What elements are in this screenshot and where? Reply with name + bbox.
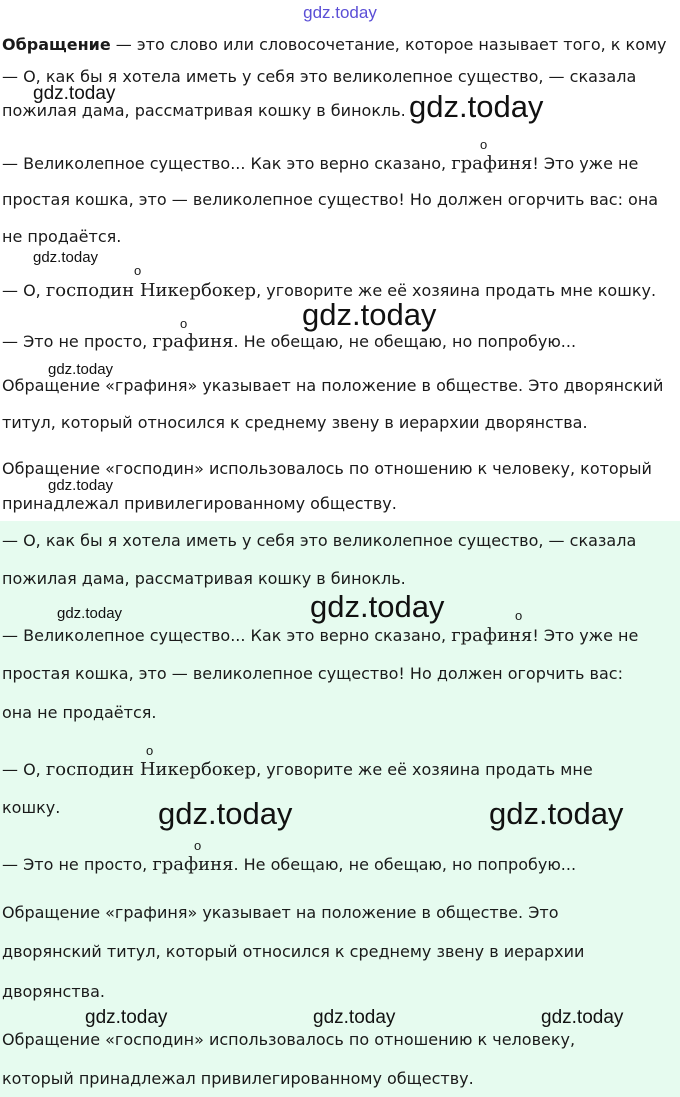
question-line: — Это не просто, графиня. Не обещаю, не обещаю, но попробую... (2, 331, 577, 352)
answer-line: кошку. (2, 798, 61, 817)
address-phrase: господин Никербокер (45, 280, 257, 301)
definition-line (2, 35, 667, 55)
address-word: графиня (451, 625, 533, 646)
answer-line: — Великолепное существо... Как это верно сказано, графиня! Это уже не (2, 625, 639, 646)
address-word: графиня (152, 854, 234, 875)
site-logo[interactable]: gdz.today (303, 3, 377, 22)
watermark: gdz.today (409, 89, 544, 124)
watermark: gdz.today (33, 249, 99, 266)
watermark: gdz.today (57, 605, 123, 622)
definition-text: — это слово или словосочетание, которое называет того, к кому (110, 35, 667, 54)
stress-mark: o (480, 137, 488, 152)
watermark: gdz.today (541, 1007, 624, 1028)
stress-mark: o (515, 608, 523, 623)
answer-line: простая кошка, это — великолепное существо! Но должен огорчить вас: (2, 664, 623, 683)
answer-line: Обращение «господин» использовалось по отношению к человеку, (2, 1030, 576, 1049)
watermark: gdz.today (158, 796, 293, 831)
question-line: не продаётся. (2, 227, 122, 246)
answer-line: она не продаётся. (2, 703, 157, 722)
address-word: графиня (451, 153, 533, 174)
watermark: gdz.today (48, 361, 114, 378)
answer-line: дворянский титул, который относился к среднему звену в иерархии (2, 942, 585, 961)
question-line: принадлежал привилегированному обществу. (2, 494, 397, 513)
answer-line: пожилая дама, рассматривая кошку в бинокль. (2, 569, 406, 588)
stress-mark: o (146, 743, 154, 758)
stress-mark: o (194, 838, 202, 853)
stress-mark: o (134, 263, 142, 278)
stress-mark: o (180, 316, 188, 331)
watermark: gdz.today (302, 297, 437, 332)
watermark: gdz.today (489, 796, 624, 831)
question-line: Обращение «господин» использовалось по отношению к человеку, который (2, 459, 652, 478)
answer-line: который принадлежал привилегированному обществу. (2, 1069, 474, 1088)
answer-line: дворянства. (2, 982, 105, 1001)
watermark: gdz.today (85, 1007, 168, 1028)
question-line: пожилая дама, рассматривая кошку в бинокль. (2, 101, 406, 120)
address-phrase: господин Никербокер (45, 759, 257, 780)
answer-line: Обращение «графиня» указывает на положение в обществе. Это (2, 903, 559, 922)
watermark: gdz.today (33, 83, 116, 104)
watermark: gdz.today (48, 477, 114, 494)
question-line: Обращение «графиня» указывает на положение в обществе. Это дворянский (2, 376, 664, 395)
answer-line: — О, господин Никербокер, уговорите же её хозяина продать мне (2, 759, 593, 780)
question-line: — Великолепное существо... Как это верно сказано, графиня! Это уже не (2, 153, 639, 174)
question-line: — О, господин Никербокер, уговорите же её хозяина продать мне кошку. (2, 280, 657, 301)
definition-term: Обращение (2, 35, 111, 54)
watermark: gdz.today (313, 1007, 396, 1028)
question-line: титул, который относился к среднему звену в иерархии дворянства. (2, 413, 588, 432)
address-word: графиня (152, 331, 234, 352)
watermark: gdz.today (310, 589, 445, 624)
answer-line: — Это не просто, графиня. Не обещаю, не обещаю, но попробую... (2, 854, 577, 875)
question-line: — О, как бы я хотела иметь у себя это великолепное существо, — сказала (2, 67, 637, 86)
question-line: простая кошка, это — великолепное существо! Но должен огорчить вас: она (2, 190, 659, 209)
answer-line: — О, как бы я хотела иметь у себя это великолепное существо, — сказала (2, 531, 637, 550)
